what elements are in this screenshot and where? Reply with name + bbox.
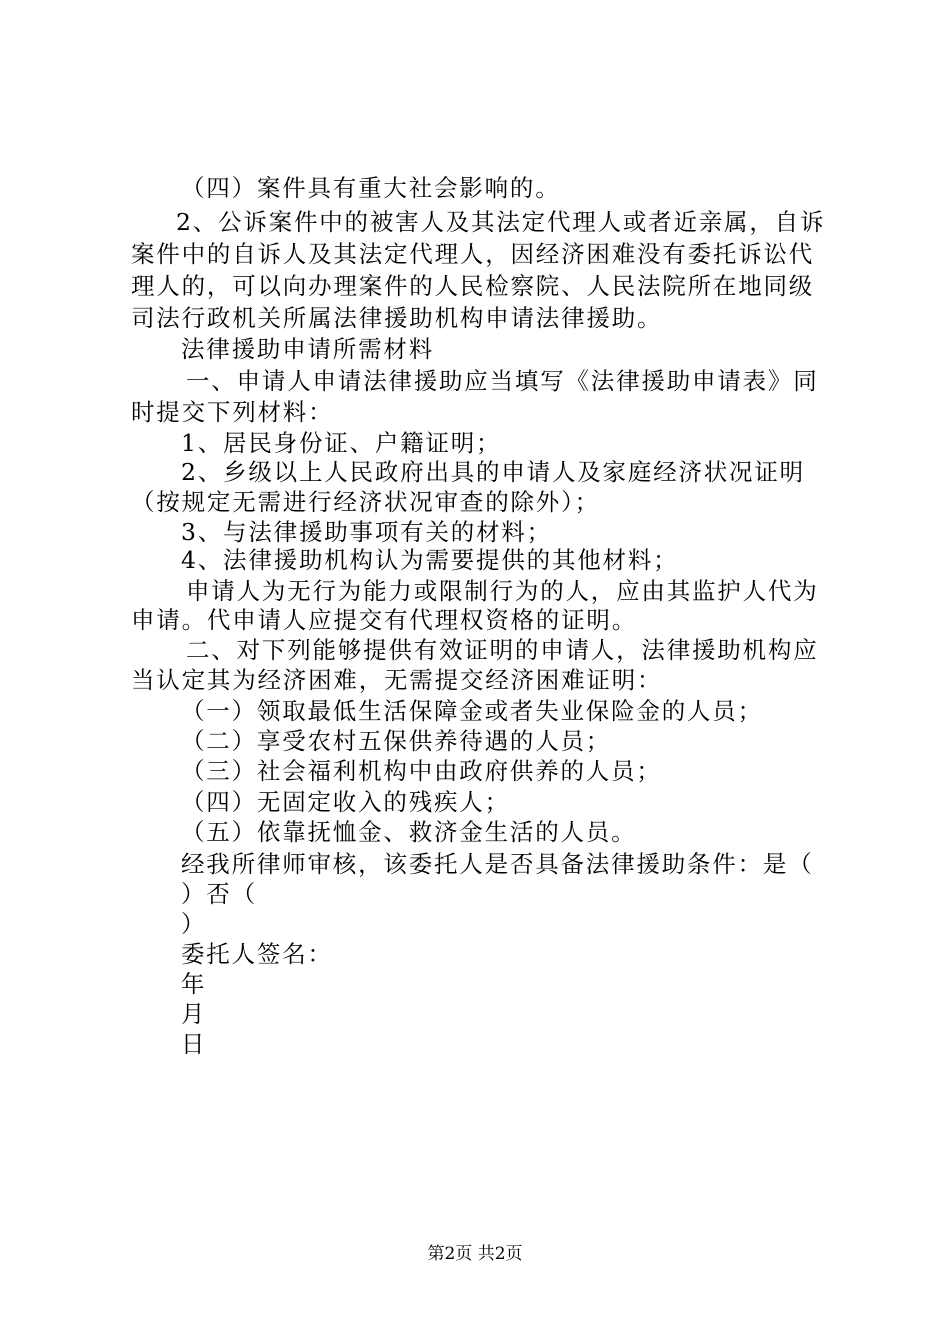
text-line: 时提交下列材料：	[131, 398, 334, 426]
date-day-label: 日	[181, 1030, 207, 1058]
date-year-label: 年	[181, 970, 207, 998]
text-line: （三）社会福利机构中由政府供养的人员；	[181, 757, 662, 785]
text-line: 申请人为无行为能力或限制行为的人，应由其监护人代为	[186, 577, 819, 605]
text-line: （一）领取最低生活保障金或者失业保险金的人员；	[181, 697, 763, 725]
date-month-label: 月	[181, 1000, 207, 1028]
text-line: 申请。代申请人应提交有代理权资格的证明。	[131, 606, 637, 634]
text-line: （五）依靠抚恤金、救济金生活的人员。	[181, 818, 637, 846]
text-line: 理人的，可以向办理案件的人民检察院、人民法院所在地同级	[131, 272, 815, 300]
text-line: （四）案件具有重大社会影响的。	[181, 174, 561, 202]
text-line: 一、申请人申请法律援助应当填写《法律援助申请表》同	[186, 367, 819, 395]
section-heading: 法律援助申请所需材料	[181, 335, 434, 363]
text-line: 2、公诉案件中的被害人及其法定代理人或者近亲属，自诉	[176, 208, 826, 236]
text-line: 4、法律援助机构认为需要提供的其他材料；	[181, 546, 679, 574]
text-line: ）	[181, 910, 207, 938]
text-line: 当认定其为经济困难，无需提交经济困难证明：	[131, 666, 663, 694]
text-line: 2、乡级以上人民政府出具的申请人及家庭经济状况证明	[181, 458, 805, 486]
text-line: （四）无固定收入的残疾人；	[181, 788, 510, 816]
text-line: （二）享受农村五保供养待遇的人员；	[181, 727, 612, 755]
text-line: 1、居民身份证、户籍证明；	[181, 429, 502, 457]
page-number: 第2页 共2页	[427, 1244, 523, 1264]
text-line: 经我所律师审核，该委托人是否具备法律援助条件：是（	[181, 850, 814, 878]
text-line: 案件中的自诉人及其法定代理人，因经济困难没有委托诉讼代	[131, 240, 815, 268]
text-line: 二、对下列能够提供有效证明的申请人，法律援助机构应	[186, 636, 819, 664]
signature-label: 委托人签名：	[181, 940, 333, 968]
text-line: 3、与法律援助事项有关的材料；	[181, 518, 552, 546]
text-line: ）否（	[181, 880, 257, 908]
text-line: 司法行政机关所属法律援助机构申请法律援助。	[131, 304, 663, 332]
text-line: （按规定无需进行经济状况审查的除外）；	[131, 488, 600, 516]
